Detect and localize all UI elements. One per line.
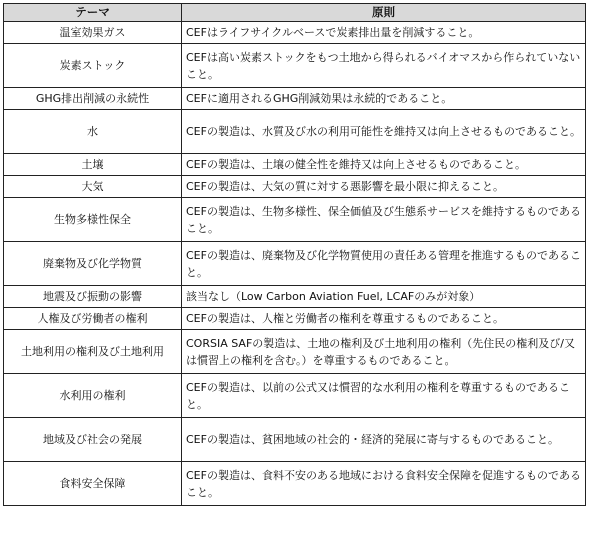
principle-cell: CEFの製造は、人権と労働者の権利を尊重するものであること。 bbox=[182, 308, 586, 330]
principles-table bbox=[3, 3, 586, 506]
theme-cell: 水 bbox=[4, 110, 182, 154]
principle-cell: CEFの製造は、以前の公式又は慣習的な水利用の権利を尊重するものであること。 bbox=[182, 374, 586, 418]
principle-cell: CEFはライフサイクルベースで炭素排出量を削減すること。 bbox=[182, 22, 586, 44]
principle-cell: 該当なし（Low Carbon Aviation Fuel, LCAFのみが対象） bbox=[182, 286, 586, 308]
table-row bbox=[4, 242, 586, 286]
table-row bbox=[4, 22, 586, 44]
principle-cell: CEFの製造は、水質及び水の利用可能性を維持又は向上させるものであること。 bbox=[182, 110, 586, 154]
theme-cell: 炭素ストック bbox=[4, 44, 182, 88]
table-row bbox=[4, 198, 586, 242]
theme-cell: GHG排出削減の永続性 bbox=[4, 88, 182, 110]
table-row bbox=[4, 286, 586, 308]
principle-cell: CEFの製造は、大気の質に対する悪影響を最小限に抑えること。 bbox=[182, 176, 586, 198]
table-row bbox=[4, 330, 586, 374]
header-theme: テーマ bbox=[4, 4, 182, 22]
table-row bbox=[4, 176, 586, 198]
theme-cell: 土壌 bbox=[4, 154, 182, 176]
theme-cell: 土地利用の権利及び土地利用 bbox=[4, 330, 182, 374]
theme-cell: 地域及び社会の発展 bbox=[4, 418, 182, 462]
principle-cell: CEFの製造は、貧困地域の社会的・経済的発展に寄与するものであること。 bbox=[182, 418, 586, 462]
header-principle: 原則 bbox=[182, 4, 586, 22]
theme-cell: 人権及び労働者の権利 bbox=[4, 308, 182, 330]
principle-cell: CORSIA SAFの製造は、土地の権利及び土地利用の権利（先住民の権利及び/又は慣習上の権利を含む。）を尊重するものであること。 bbox=[182, 330, 586, 374]
principle-cell: CEFに適用されるGHG削減効果は永続的であること。 bbox=[182, 88, 586, 110]
theme-cell: 生物多様性保全 bbox=[4, 198, 182, 242]
theme-cell: 地震及び振動の影響 bbox=[4, 286, 182, 308]
theme-cell: 温室効果ガス bbox=[4, 22, 182, 44]
theme-cell: 大気 bbox=[4, 176, 182, 198]
principle-cell: CEFの製造は、生物多様性、保全価値及び生態系サービスを維持するものであること。 bbox=[182, 198, 586, 242]
principle-cell: CEFの製造は、土壌の健全性を維持又は向上させるものであること。 bbox=[182, 154, 586, 176]
principle-cell: CEFは高い炭素ストックをもつ土地から得られるバイオマスから作られていないこと。 bbox=[182, 44, 586, 88]
table-row bbox=[4, 418, 586, 462]
table-row bbox=[4, 154, 586, 176]
table-row bbox=[4, 374, 586, 418]
table-row bbox=[4, 88, 586, 110]
table-row bbox=[4, 308, 586, 330]
header-row bbox=[4, 4, 586, 22]
theme-cell: 廃棄物及び化学物質 bbox=[4, 242, 182, 286]
table-row bbox=[4, 462, 586, 506]
theme-cell: 水利用の権利 bbox=[4, 374, 182, 418]
principle-cell: CEFの製造は、廃棄物及び化学物質使用の責任ある管理を推進するものであること。 bbox=[182, 242, 586, 286]
table-row bbox=[4, 44, 586, 88]
table-row bbox=[4, 110, 586, 154]
theme-cell: 食料安全保障 bbox=[4, 462, 182, 506]
principle-cell: CEFの製造は、食料不安のある地域における食料安全保障を促進するものであること。 bbox=[182, 462, 586, 506]
